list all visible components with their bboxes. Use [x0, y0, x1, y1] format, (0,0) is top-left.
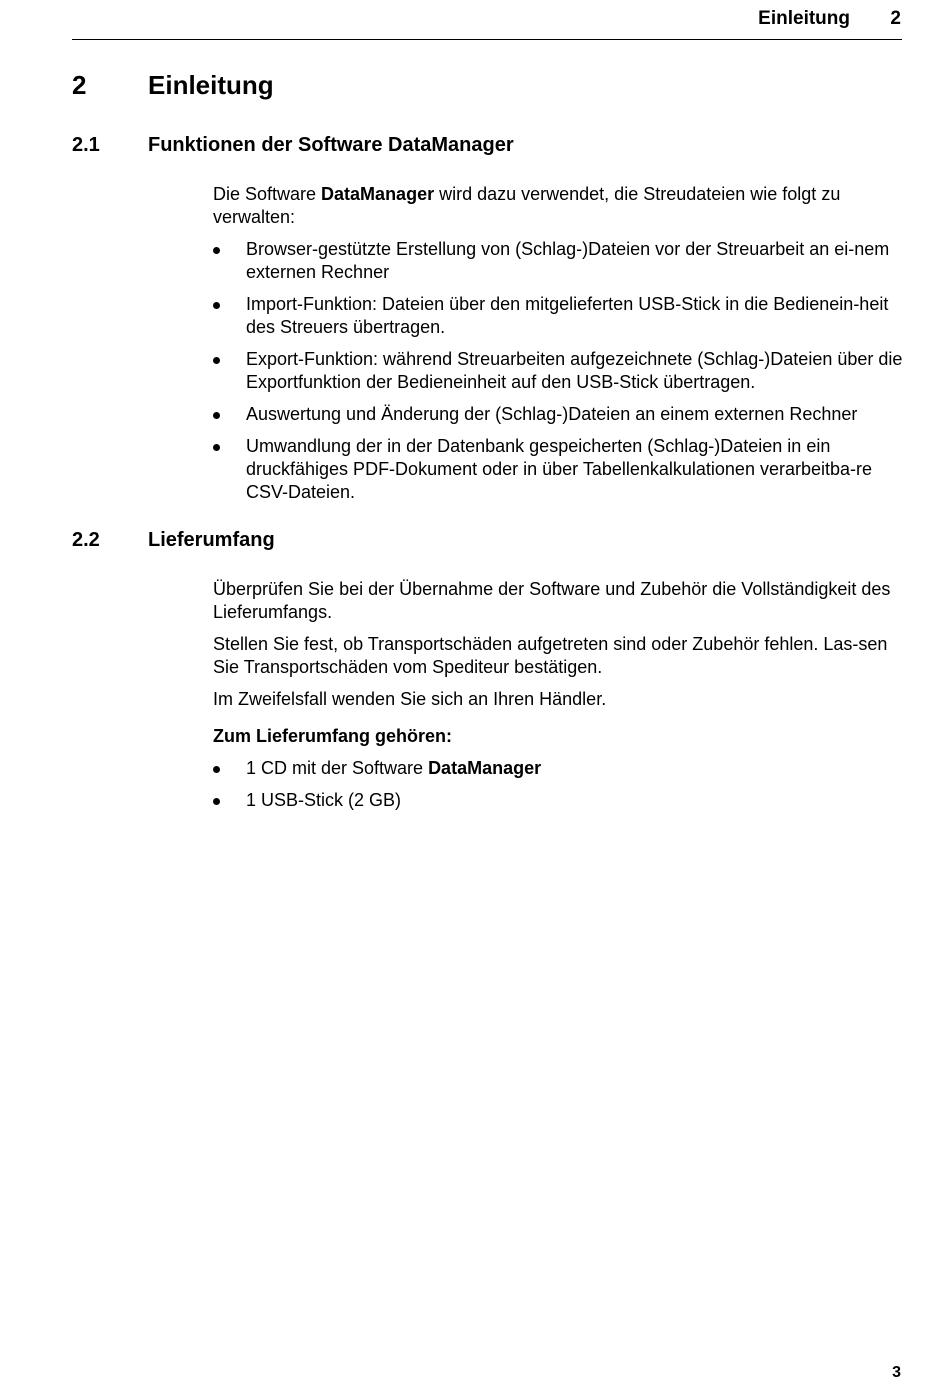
- paragraph: Überprüfen Sie bei der Übernahme der Software und Zubehör die Vollständigkeit des Lieferumfangs.: [213, 579, 891, 622]
- chapter-title: Einleitung: [148, 70, 274, 100]
- section-title: Funktionen der Software DataManager: [148, 134, 514, 156]
- bullet-icon: [213, 302, 220, 309]
- function-list: [213, 238, 903, 504]
- list-item: [213, 293, 903, 339]
- section-2-1-body: [213, 183, 903, 504]
- bullet-icon: [213, 412, 220, 419]
- bullet-icon: [213, 766, 220, 773]
- intro-paragraph: [213, 183, 903, 229]
- intro-suffix: wird dazu verwendet, die Streudateien wie folgt zu verwalten:: [213, 184, 841, 227]
- paragraph: Im Zweifelsfall wenden Sie sich an Ihren Händler.: [213, 689, 607, 709]
- list-item-text: Import-Funktion: Dateien über den mitgelieferten USB-Stick in die Bedienein-heit des Streuers übertragen.: [246, 294, 889, 337]
- chapter-number: 2: [72, 70, 87, 100]
- page-number: 3: [892, 1364, 901, 1381]
- list-item-text: Export-Funktion: während Streuarbeiten aufgezeichnete (Schlag-)Dateien über die Exportfunktion der Bedieneinheit auf den USB-Stick übertragen.: [246, 349, 903, 392]
- list-item-text: Browser-gestützte Erstellung von (Schlag-)Dateien vor der Streuarbeit an ei-nem externen Rechner: [246, 239, 890, 282]
- list-item-text: Auswertung und Änderung der (Schlag-)Dateien an einem externen Rechner: [246, 404, 858, 424]
- list-item-text: Umwandlung der in der Datenbank gespeicherten (Schlag-)Dateien in ein druckfähiges PDF-Dokument oder in über Tabellenkalkulationen verarbeitba-re CSV-Dateien.: [246, 436, 873, 502]
- list-item: [213, 238, 903, 284]
- section-number: 2.2: [72, 529, 100, 551]
- list-item-text: 1 USB-Stick (2 GB): [246, 790, 402, 810]
- section-title: Lieferumfang: [148, 529, 275, 551]
- scope-subheading: Zum Lieferumfang gehören:: [213, 726, 453, 746]
- section-number: 2.1: [72, 134, 100, 156]
- list-item: [213, 435, 903, 504]
- list-item: [213, 789, 903, 812]
- list-item: [213, 757, 903, 780]
- bullet-icon: [213, 247, 220, 254]
- bullet-icon: [213, 444, 220, 451]
- bullet-icon: [213, 357, 220, 364]
- scope-list: [213, 757, 903, 812]
- paragraph: Stellen Sie fest, ob Transportschäden aufgetreten sind oder Zubehör fehlen. Las-sen Sie Transportschäden vom Spediteur bestätigen.: [213, 634, 888, 677]
- running-header: [72, 0, 902, 40]
- software-name: DataManager: [321, 184, 435, 204]
- list-item: [213, 348, 903, 394]
- software-name: DataManager: [428, 758, 542, 778]
- list-item-text: 1 CD mit der Software: [246, 758, 429, 778]
- list-item: [213, 403, 903, 426]
- bullet-icon: [213, 798, 220, 805]
- intro-prefix: Die Software: [213, 184, 322, 204]
- section-2-2-body: [213, 578, 903, 812]
- running-header-title: Einleitung: [758, 8, 850, 29]
- running-header-chapter-number: 2: [890, 8, 901, 29]
